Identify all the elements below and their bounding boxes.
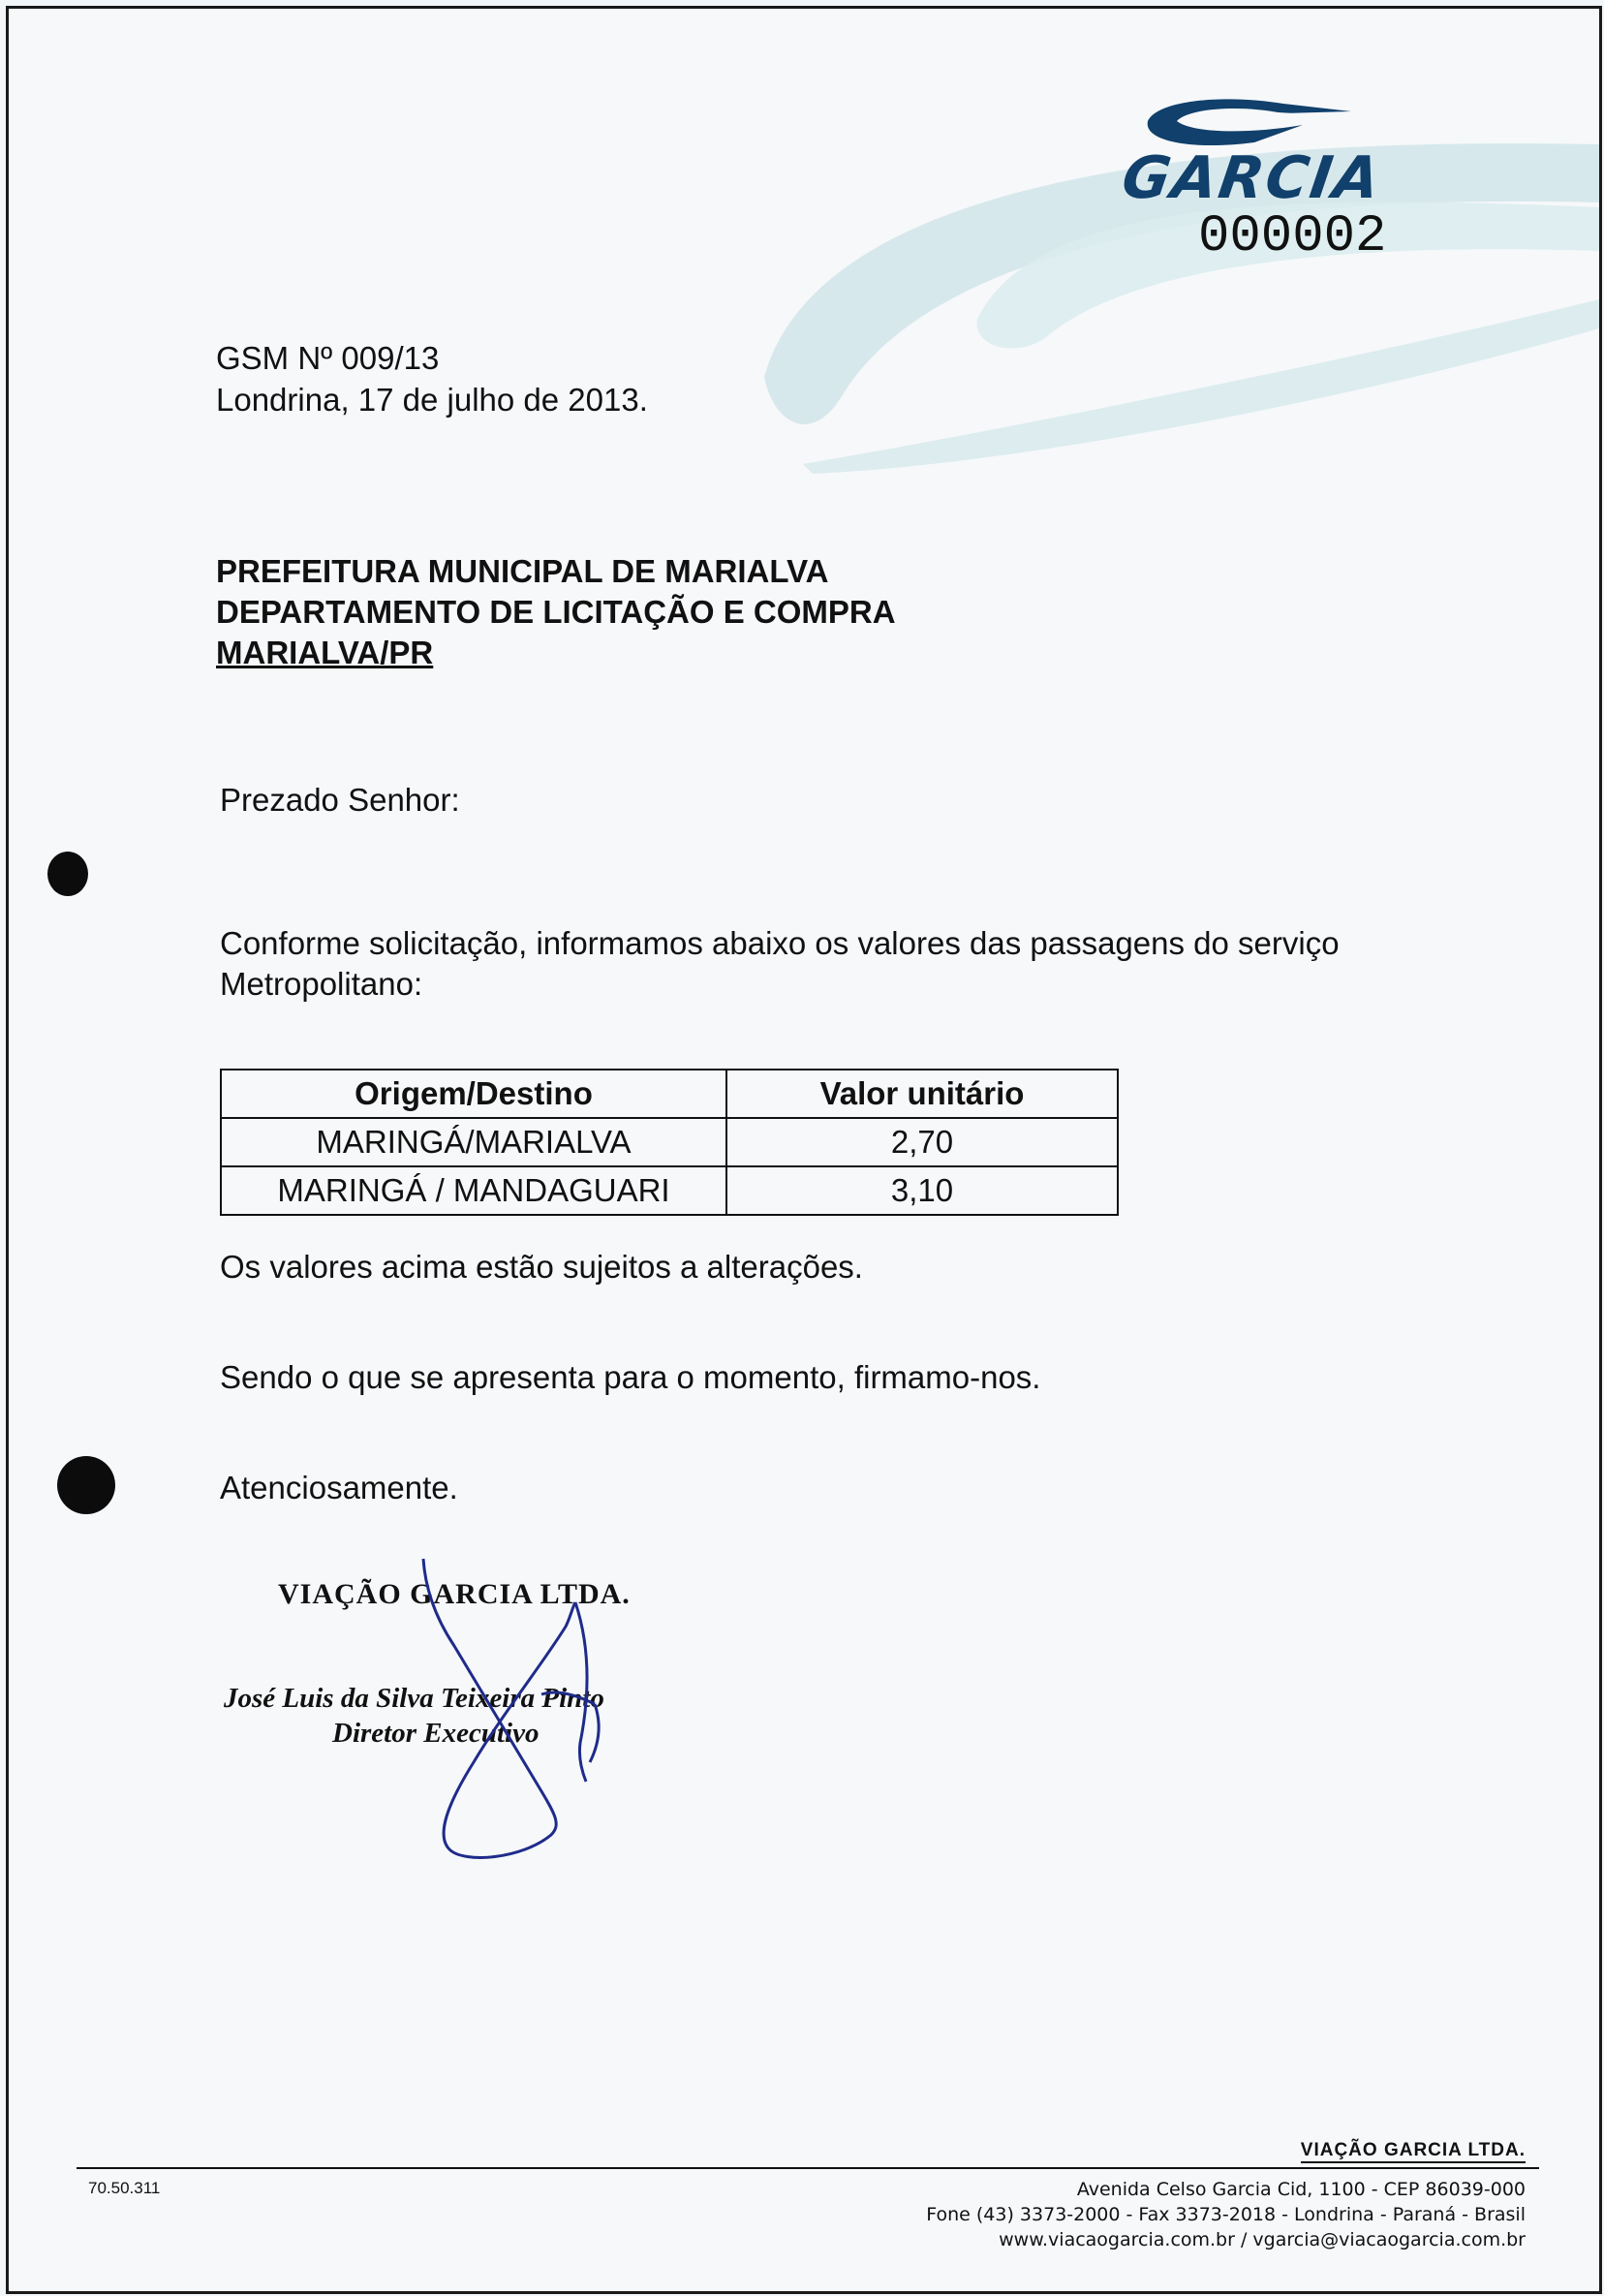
recipient-line-3: MARIALVA/PR <box>216 635 434 670</box>
price-note: Os valores acima estão sujeitos a alterações. <box>220 1249 863 1285</box>
price-table <box>220 1069 1119 1216</box>
route-cell: MARINGÁ/MARIALVA <box>221 1118 726 1166</box>
footer-company: VIAÇÃO GARCIA LTDA. <box>1301 2140 1526 2163</box>
form-code: 70.50.311 <box>88 2179 161 2197</box>
signatory-title: Diretor Executivo <box>332 1718 540 1749</box>
footer-divider <box>77 2167 1539 2169</box>
punch-hole-bottom <box>57 1456 115 1514</box>
table-header-row <box>221 1070 1118 1118</box>
handwritten-signature <box>396 1549 648 1878</box>
table-header-route: Origem/Destino <box>221 1070 726 1118</box>
footer-web: www.viacaogarcia.com.br / vgarcia@viacaogarcia.com.br <box>999 2229 1526 2250</box>
route-cell: MARINGÁ / MANDAGUARI <box>221 1166 726 1215</box>
value-cell: 3,10 <box>726 1166 1118 1215</box>
signature-company: VIAÇÃO GARCIA LTDA. <box>278 1578 631 1610</box>
place-date: Londrina, 17 de julho de 2013. <box>216 382 648 418</box>
table-row <box>221 1118 1118 1166</box>
regards: Atenciosamente. <box>220 1470 458 1505</box>
footer-phone: Fone (43) 3373-2000 - Fax 3373-2018 - Londrina - Paraná - Brasil <box>926 2204 1526 2225</box>
signatory-name: José Luis da Silva Teixeira Pinto <box>224 1683 604 1714</box>
intro-line-1: Conforme solicitação, informamos abaixo os valores das passagens do serviço <box>220 925 1340 961</box>
garcia-logo-icon <box>1138 92 1361 150</box>
table-header-value: Valor unitário <box>726 1070 1118 1118</box>
brand-wordmark: GARCIA <box>1118 144 1386 212</box>
letter-page <box>6 6 1602 2294</box>
recipient-line-1: PREFEITURA MUNICIPAL DE MARIALVA <box>216 553 829 589</box>
table-row <box>221 1166 1118 1215</box>
footer-address: Avenida Celso Garcia Cid, 1100 - CEP 86039-000 <box>1076 2179 1526 2200</box>
punch-hole-top <box>47 852 88 896</box>
value-cell: 2,70 <box>726 1118 1118 1166</box>
greeting: Prezado Senhor: <box>220 782 460 818</box>
recipient-line-2: DEPARTAMENTO DE LICITAÇÃO E COMPRA <box>216 594 896 630</box>
closing-line: Sendo o que se apresenta para o momento, firmamo-nos. <box>220 1359 1041 1395</box>
intro-line-2: Metropolitano: <box>220 966 423 1002</box>
gsm-reference: GSM Nº 009/13 <box>216 340 440 376</box>
document-number: 000002 <box>1198 207 1387 266</box>
